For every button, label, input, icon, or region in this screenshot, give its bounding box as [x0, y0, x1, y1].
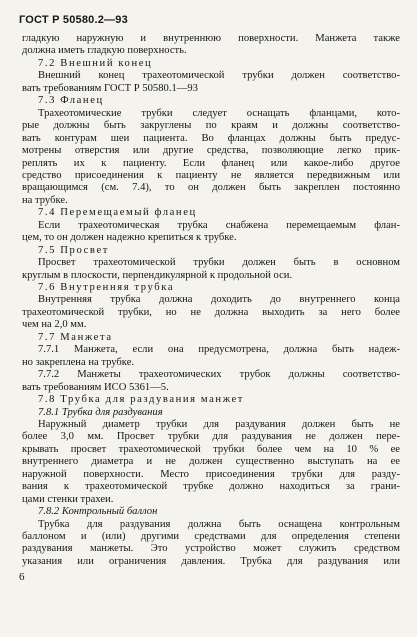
text-line: вания к трахеотомической трубке должно находиться за грани-: [22, 481, 400, 493]
page-number: 6: [19, 571, 25, 583]
text-line: цем, то он должен надежно крепиться к трубке.: [22, 232, 237, 244]
section-heading: 7.8 Трубка для раздувания манжет: [38, 394, 245, 406]
text-line: вращающимся (см. 7.4), то он должен быть закреплен постоянно: [22, 182, 400, 194]
text-line: но закреплена на трубке.: [22, 356, 135, 368]
section-heading: 7.3 Фланец: [38, 95, 104, 107]
text-line: вать требованиям ГОСТ Р 50580.1—93: [22, 82, 198, 94]
subsection-heading: 7.8.1 Трубка для раздувания: [38, 406, 163, 418]
text-line: внутреннего диаметра и не должен существенно выступать на ее: [22, 456, 400, 468]
text-line: Трахеотомические трубки следует оснащать фланцами, кото-: [38, 107, 400, 119]
text-line: мотрены отверстия или другие средства, позволяющие легко прик-: [22, 145, 400, 157]
text-line: вать контурам шеи пациента. Во фланцах должны быть предус-: [22, 132, 400, 144]
text-line: круглым в плоскости, перпендикулярной к продольной оси.: [22, 269, 293, 281]
text-line: Наружный диаметр трубки для раздувания должен быть не: [38, 418, 400, 430]
subsection-heading: 7.8.2 Контрольный баллон: [38, 506, 158, 518]
text-line: Просвет трахеотомической трубки должен быть в основном: [38, 257, 400, 269]
page-header: ГОСТ Р 50580.2—93: [19, 14, 128, 26]
text-line: более 3,0 мм. Просвет трубки для раздувания не должен пере-: [22, 431, 400, 443]
text-line: гладкую наружную и внутреннюю поверхности. Манжета также: [22, 33, 400, 44]
text-line: 7.7.2 Манжеты трахеотомических трубок должны соответство-: [38, 369, 400, 381]
text-line: крывать просвет трахеотомической трубки более чем на 10 % ее: [22, 443, 400, 455]
text-line: Внутренняя трубка должна доходить до внутреннего конца: [38, 294, 400, 306]
text-line: Если трахеотомическая трубка снабжена перемещаемым флан-: [38, 219, 400, 231]
text-line: баллоном и (или) другими средствами для определения степени: [22, 531, 400, 542]
text-line: трахеотомической трубки, но не должна выходить за него более: [22, 306, 400, 318]
text-line: вать требованиям ИСО 5361—5.: [22, 381, 169, 393]
text-line: средство присоединения к пациенту не является передвижным или: [22, 169, 400, 181]
text-line: Внешний конец трахеотомической трубки должен соответство-: [38, 70, 400, 82]
text-line: наружной поверхности. Место присоединения трубки для разду-: [22, 468, 400, 480]
section-heading: 7.2 Внешний конец: [38, 57, 153, 69]
section-heading: 7.6 Внутренняя трубка: [38, 282, 175, 293]
section-heading: 7.7 Манжета: [38, 331, 113, 343]
text-line: указания или ограничения давления. Трубка для раздувания или: [22, 555, 400, 567]
text-line: на трубке.: [22, 194, 68, 206]
text-line: должна иметь гладкую поверхность.: [22, 45, 187, 57]
text-line: Трубка для раздувания должна быть оснащена контрольным: [38, 518, 400, 530]
text-line: цами стенки трахеи.: [22, 493, 114, 505]
text-line: реплять их к пациенту. Если фланец или какое-либо другое: [22, 157, 400, 169]
text-line: рые должны быть закруглены по краям и должны соответство-: [22, 120, 400, 132]
text-line: 7.7.1 Манжета, если она предусмотрена, должна быть надеж-: [38, 344, 400, 356]
text-line: чем на 2,0 мм.: [22, 319, 87, 331]
section-heading: 7.4 Перемещаемый фланец: [38, 207, 197, 219]
section-heading: 7.5 Просвет: [38, 244, 109, 256]
text-line: раздувания манжеты. Это устройство может служить средством: [22, 543, 400, 555]
